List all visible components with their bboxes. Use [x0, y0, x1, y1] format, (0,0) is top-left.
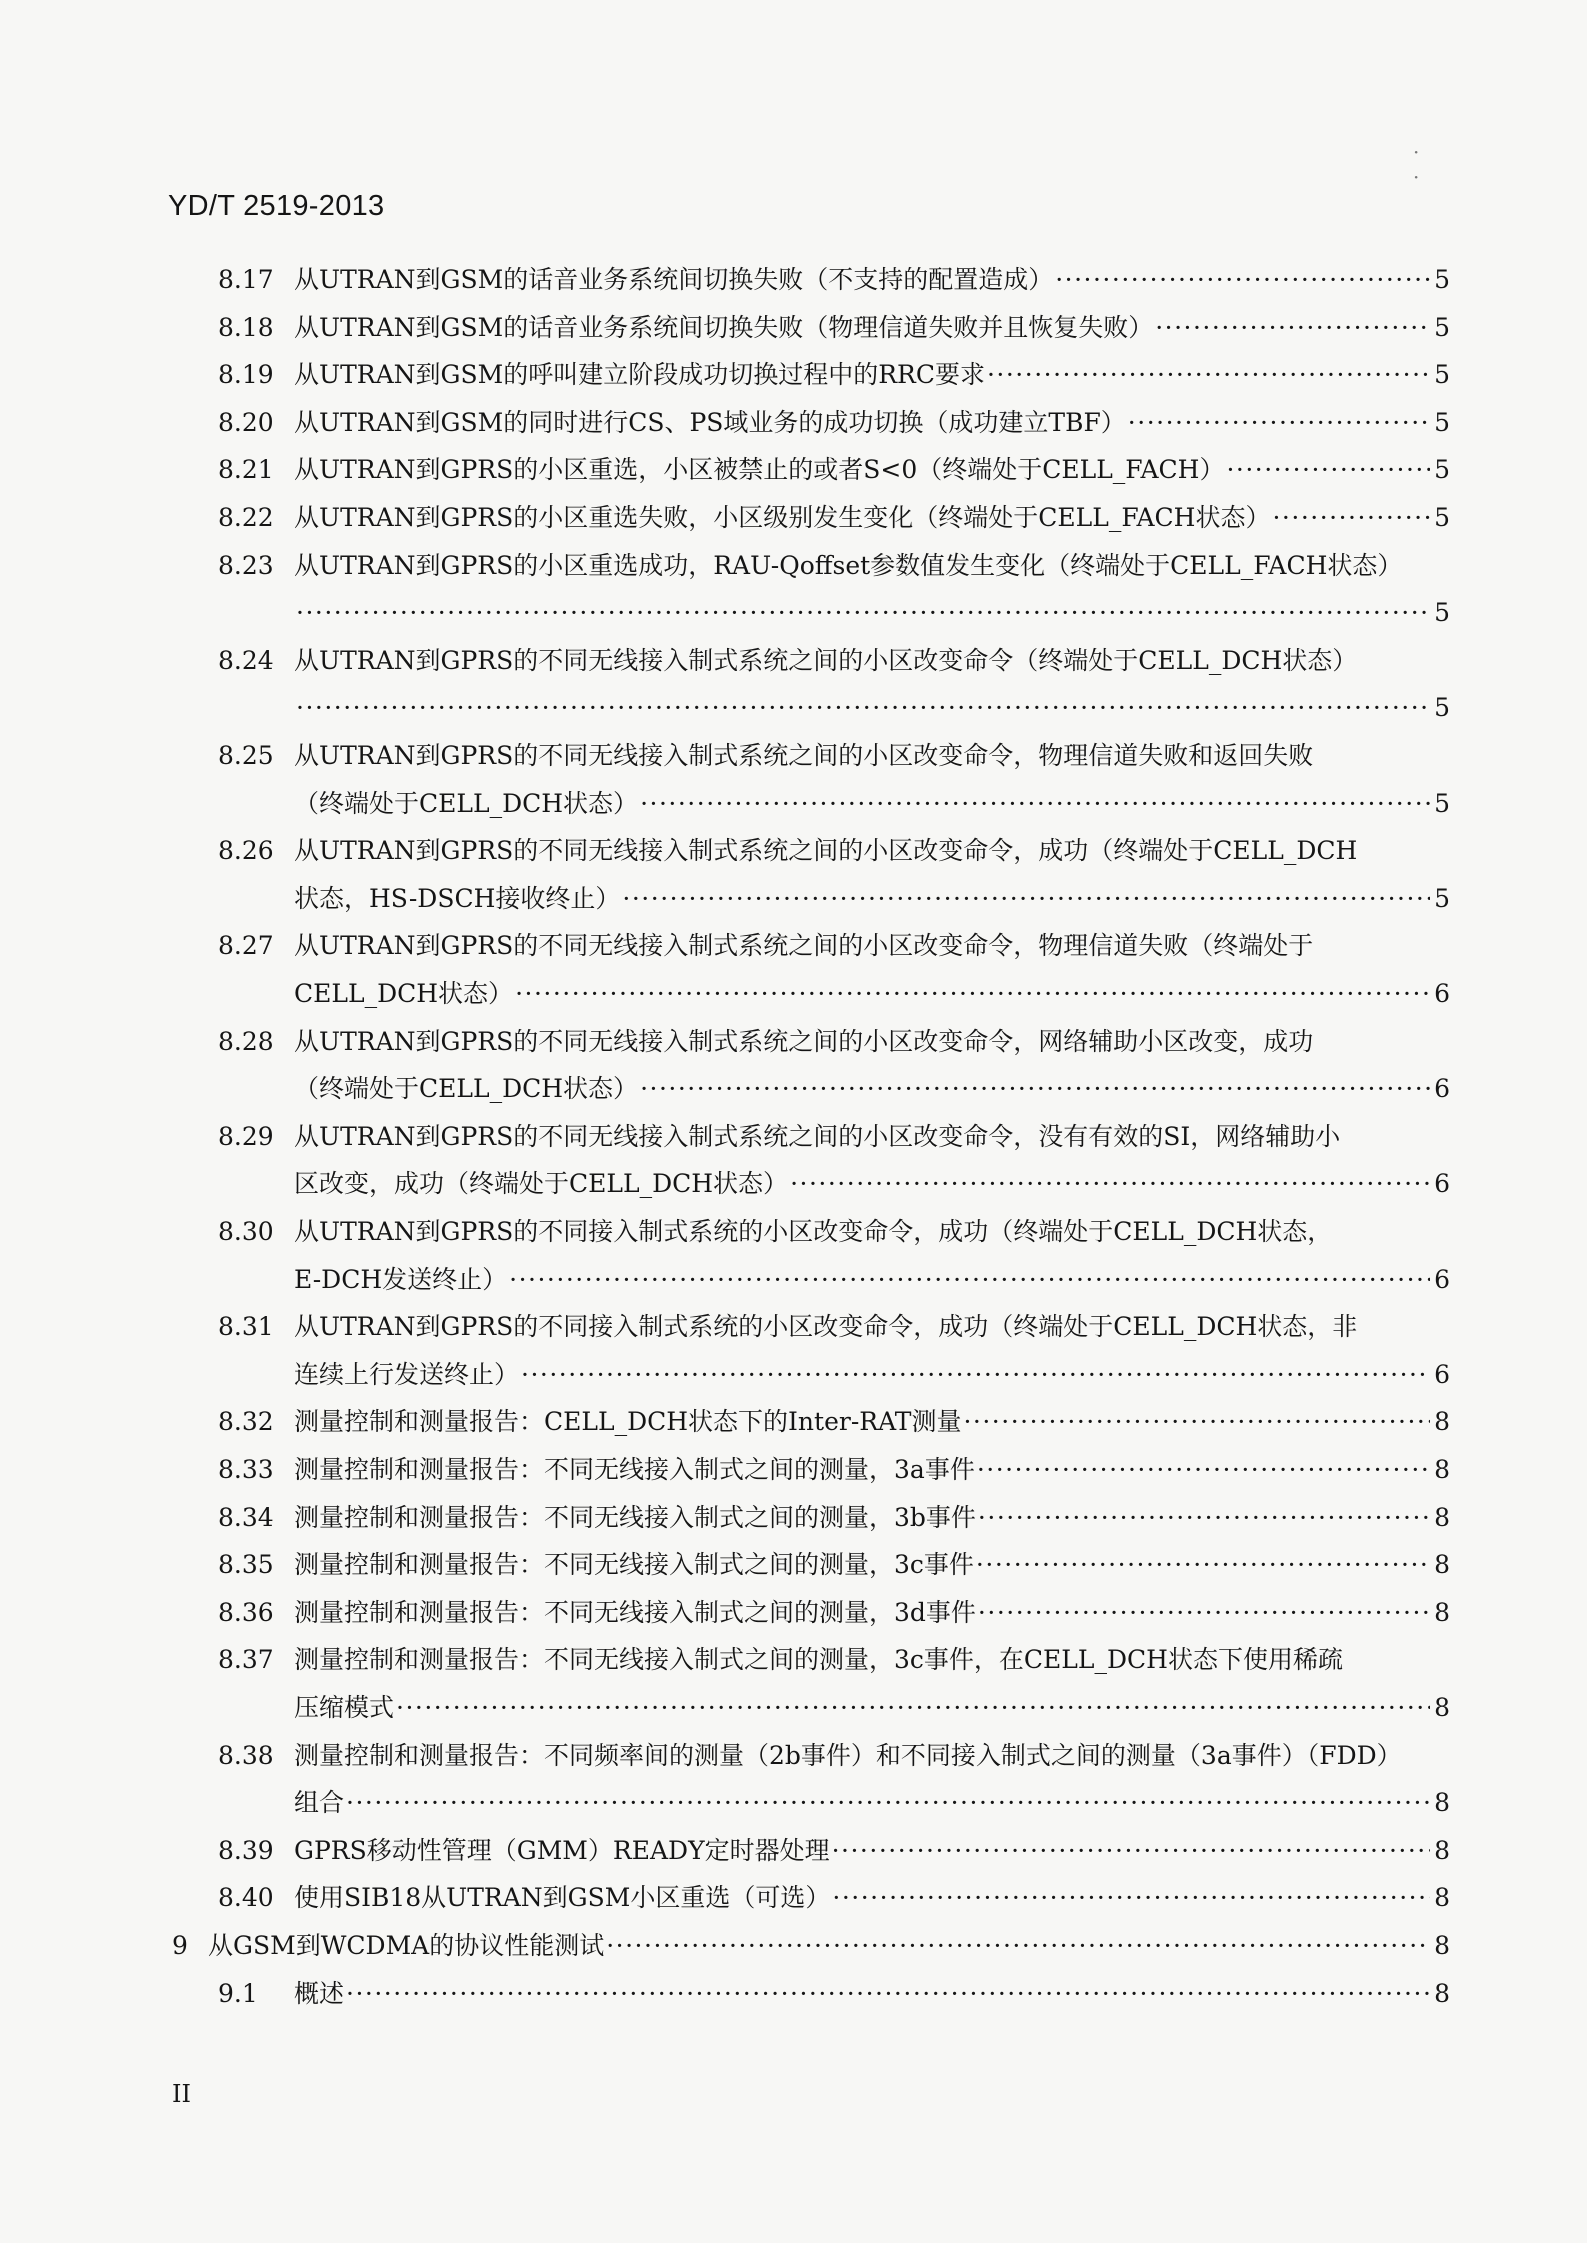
toc-entry [168, 829, 1450, 924]
toc-entry [168, 448, 1450, 496]
toc-entry-number: 8.32 [218, 1407, 274, 1437]
toc-entry-number: 8.34 [218, 1502, 274, 1532]
toc-entry-page: 5 [1434, 312, 1450, 342]
leader-dots [977, 1448, 1430, 1492]
toc-entry-number: 8.18 [218, 312, 274, 342]
toc-entry-title-line [294, 1258, 1450, 1302]
toc-entry-text: 从UTRAN到GPRS的不同接入制式系统的小区改变命令，成功（终端处于CELL_DCH状态，非 [294, 1312, 1358, 1342]
toc-entry-title-line [294, 1972, 1450, 2016]
toc-entry-number: 8.31 [218, 1312, 274, 1342]
toc-entry-title-line [294, 1067, 1450, 1111]
toc-entry-title-line [294, 782, 1450, 826]
toc-entry-number: 9.1 [218, 1978, 258, 2008]
toc-entry-title-line [294, 1162, 1450, 1206]
toc-entry [168, 1020, 1450, 1115]
toc-entry-title-line [294, 1400, 1450, 1444]
leader-dots [978, 1496, 1430, 1540]
toc-entry-text: GPRS移动性管理（GMM）READY定时器处理 [294, 1835, 830, 1865]
toc-entry [168, 1734, 1450, 1829]
toc-entry [168, 353, 1450, 401]
scan-speck: · [1413, 165, 1420, 189]
toc-entry-text: 从UTRAN到GPRS的不同无线接入制式系统之间的小区改变命令（终端处于CELL_DCH状态） [294, 645, 1358, 675]
leader-dots [790, 1162, 1430, 1206]
toc-entry-number: 8.39 [218, 1835, 274, 1865]
toc-entry-text: 从UTRAN到GPRS的小区重选失败，小区级别发生变化（终端处于CELL_FACH状态） [294, 503, 1271, 532]
toc-entry-page: 8 [1434, 1692, 1450, 1722]
toc-entry-page: 5 [1434, 883, 1450, 913]
leader-dots [832, 1876, 1430, 1920]
toc-entry [168, 1876, 1450, 1924]
toc-entry-text: CELL_DCH状态） [294, 978, 514, 1008]
toc-entry-text: 从UTRAN到GPRS的不同接入制式系统的小区改变命令，成功（终端处于CELL_DCH状态， [294, 1217, 1333, 1246]
toc-entry-text: 从UTRAN到GPRS的不同无线接入制式系统之间的小区改变命令，网络辅助小区改变，成功 [294, 1026, 1314, 1056]
toc-entry-text: 测量控制和测量报告：不同无线接入制式之间的测量，3a事件 [294, 1455, 975, 1484]
toc-entry-page: 8 [1434, 1978, 1450, 2008]
toc-entry-number: 8.20 [218, 407, 274, 437]
toc-entry-title-line [294, 1543, 1450, 1587]
toc-entry-title-line [294, 306, 1450, 350]
leader-dots [521, 1353, 1430, 1397]
toc-entry-title-line [294, 877, 1450, 921]
toc-entry-page: 8 [1434, 1502, 1450, 1532]
toc-entry-page: 5 [1434, 693, 1450, 723]
leader-dots [1055, 258, 1430, 302]
toc-entry-page: 6 [1434, 1264, 1450, 1294]
toc-entry-number: 8.37 [218, 1645, 274, 1675]
toc-entry-title-line [208, 1924, 1450, 1968]
toc-entry-text: 状态，HS-DSCH接收终止） [294, 883, 621, 913]
toc-entry-page: 8 [1434, 1835, 1450, 1865]
toc-entry [168, 306, 1450, 354]
toc-entry-number: 8.33 [218, 1455, 274, 1484]
leader-dots [346, 1781, 1430, 1825]
toc-entry-text: 概述 [294, 1978, 345, 2008]
toc-entry-page: 8 [1434, 1597, 1450, 1627]
toc-entry-number: 8.22 [218, 503, 274, 532]
leader-dots [832, 1829, 1431, 1873]
toc-entry-text: 从GSM到WCDMA的协议性能测试 [208, 1931, 605, 1960]
toc-entry-text: 测量控制和测量报告：CELL_DCH状态下的Inter-RAT测量 [294, 1407, 962, 1437]
toc-entry-number: 8.28 [218, 1026, 274, 1056]
toc-entry [168, 496, 1450, 544]
toc-entry-text: （终端处于CELL_DCH状态） [294, 788, 639, 818]
leader-dots [296, 686, 1430, 730]
toc-entry-page: 8 [1434, 1550, 1450, 1580]
toc-entry-text: 区改变，成功（终端处于CELL_DCH状态） [294, 1169, 789, 1199]
toc-entry-page: 8 [1434, 1788, 1450, 1818]
toc-entry-title-line [294, 1781, 1450, 1825]
toc-entry-text: （终端处于CELL_DCH状态） [294, 1074, 639, 1104]
toc-entry-title-line [294, 686, 1450, 730]
leader-dots [1155, 306, 1430, 350]
toc-entry-text: 组合 [294, 1788, 345, 1818]
toc-entry-title-line [294, 448, 1450, 492]
toc-entry-number: 8.40 [218, 1883, 274, 1913]
leader-dots [978, 1591, 1430, 1635]
toc-entry-page: 5 [1434, 503, 1450, 532]
toc-entry-text: 从UTRAN到GSM的话音业务系统间切换失败（不支持的配置造成） [294, 265, 1054, 294]
toc-entry-title-line [294, 1876, 1450, 1920]
toc-entry-title-line [294, 591, 1450, 635]
toc-entry-number: 8.19 [218, 360, 274, 390]
toc-entry-text: 测量控制和测量报告：不同频率间的测量（2b事件）和不同接入制式之间的测量（3a事件）（FDD） [294, 1740, 1402, 1770]
leader-dots [1226, 448, 1430, 492]
toc-entry-text: 从UTRAN到GSM的同时进行CS、PS域业务的成功切换（成功建立TBF） [294, 407, 1126, 437]
leader-dots [640, 782, 1430, 826]
toc-entry [168, 1638, 1450, 1733]
toc-entry-text: 测量控制和测量报告：不同无线接入制式之间的测量，3b事件 [294, 1502, 976, 1532]
toc-entry-number: 8.21 [218, 455, 274, 485]
toc-entry-number: 8.35 [218, 1550, 274, 1580]
toc-entry [168, 924, 1450, 1019]
toc-entry-text: 使用SIB18从UTRAN到GSM小区重选（可选） [294, 1883, 831, 1913]
toc-entry [168, 544, 1450, 639]
leader-dots [346, 1972, 1430, 2016]
toc-entry-text: 从UTRAN到GPRS的不同无线接入制式系统之间的小区改变命令，没有有效的SI，网络辅助小 [294, 1121, 1341, 1151]
toc-entry [168, 1305, 1450, 1400]
toc-entry-text: E-DCH发送终止） [294, 1264, 508, 1294]
toc-entry [168, 1543, 1450, 1591]
leader-dots [622, 877, 1430, 921]
toc-entry-text: 从UTRAN到GSM的话音业务系统间切换失败（物理信道失败并且恢复失败） [294, 312, 1154, 342]
toc-entry-page: 6 [1434, 978, 1450, 1008]
toc-entry-text: 从UTRAN到GPRS的不同无线接入制式系统之间的小区改变命令，物理信道失败（终端处于 [294, 931, 1314, 961]
leader-dots [640, 1067, 1430, 1111]
leader-dots [1128, 401, 1430, 445]
leader-dots [396, 1686, 1430, 1730]
toc-entry-number: 8.27 [218, 931, 274, 961]
toc-entry-page: 5 [1434, 455, 1450, 485]
toc-entry-title-line [294, 353, 1450, 397]
leader-dots [296, 591, 1430, 635]
toc-entry-text: 从UTRAN到GPRS的不同无线接入制式系统之间的小区改变命令，成功（终端处于CELL_DCH [294, 836, 1358, 866]
toc-entry [168, 401, 1450, 449]
toc-entry [168, 1924, 1450, 1972]
toc-entry-number: 8.24 [218, 645, 274, 675]
leader-dots [515, 972, 1430, 1016]
leader-dots [606, 1924, 1430, 1968]
toc-entry-text: 从UTRAN到GPRS的不同无线接入制式系统之间的小区改变命令，物理信道失败和返回失败 [294, 741, 1314, 770]
toc-entry-text: 从UTRAN到GSM的呼叫建立阶段成功切换过程中的RRC要求 [294, 360, 985, 390]
toc-entry-page: 5 [1434, 360, 1450, 390]
toc-entry-title-line [294, 1591, 1450, 1635]
toc-entry-page: 8 [1434, 1931, 1450, 1960]
toc-entry-number: 9 [172, 1931, 188, 1960]
toc-entry-title-line [294, 496, 1450, 540]
toc-entry-number: 8.26 [218, 836, 274, 866]
toc-entry-number: 8.23 [218, 550, 274, 580]
toc-entry [168, 1448, 1450, 1496]
toc-entry-page: 6 [1434, 1359, 1450, 1389]
leader-dots [1272, 496, 1430, 540]
document-header: YD/T 2519-2013 [168, 190, 385, 222]
toc-entry-text: 压缩模式 [294, 1692, 395, 1722]
toc-entry-title-line [294, 1829, 1450, 1873]
toc-entry-page: 8 [1434, 1407, 1450, 1437]
toc-entry [168, 734, 1450, 829]
toc-entry-title-line [294, 1496, 1450, 1540]
toc-entry-number: 8.30 [218, 1217, 274, 1246]
toc-entry-page: 6 [1434, 1169, 1450, 1199]
toc-entry-number: 8.17 [218, 265, 274, 294]
toc-entry-page: 6 [1434, 1074, 1450, 1104]
toc-entry-title-line [294, 972, 1450, 1016]
toc-entry-text: 测量控制和测量报告：不同无线接入制式之间的测量，3c事件，在CELL_DCH状态下使用稀疏 [294, 1645, 1343, 1675]
toc-entry-text: 从UTRAN到GPRS的小区重选，小区被禁止的或者S<0（终端处于CELL_FACH） [294, 455, 1225, 485]
toc-entry-page: 8 [1434, 1883, 1450, 1913]
toc-entry [168, 1972, 1450, 2020]
leader-dots [976, 1543, 1430, 1587]
toc-entry-text: 从UTRAN到GPRS的小区重选成功，RAU-Qoffset参数值发生变化（终端处于CELL_FACH状态） [294, 550, 1403, 580]
toc-entry-number: 8.38 [218, 1740, 274, 1770]
toc-entry-number: 8.36 [218, 1597, 274, 1627]
toc-entry-text: 测量控制和测量报告：不同无线接入制式之间的测量，3c事件 [294, 1550, 974, 1580]
toc-entry-title-line [294, 258, 1450, 302]
toc-entry-number: 8.29 [218, 1121, 274, 1151]
leader-dots [963, 1400, 1430, 1444]
toc-entry-title-line [294, 1686, 1450, 1730]
leader-dots [509, 1258, 1430, 1302]
toc-entry-title-line [294, 1353, 1450, 1397]
page-number: II [172, 2080, 191, 2108]
toc-entry [168, 1210, 1450, 1305]
toc-entry-title-line [294, 1448, 1450, 1492]
toc-entry [168, 1400, 1450, 1448]
toc-entry-text: 测量控制和测量报告：不同无线接入制式之间的测量，3d事件 [294, 1597, 976, 1627]
toc-entry-page: 5 [1434, 407, 1450, 437]
toc-entry-title-line [294, 401, 1450, 445]
toc-entry-page: 8 [1434, 1455, 1450, 1484]
toc-entry [168, 1829, 1450, 1877]
toc-entry [168, 1115, 1450, 1210]
toc-entry-page: 5 [1434, 598, 1450, 628]
leader-dots [987, 353, 1430, 397]
toc-entry [168, 1496, 1450, 1544]
toc-entry [168, 1591, 1450, 1639]
toc-entry-page: 5 [1434, 265, 1450, 294]
toc-entry-text: 连续上行发送终止） [294, 1359, 520, 1389]
scan-speck: · [1413, 140, 1420, 164]
toc-entry [168, 639, 1450, 734]
toc-entry [168, 258, 1450, 306]
toc-entry-page: 5 [1434, 788, 1450, 818]
toc-entry-number: 8.25 [218, 741, 274, 770]
